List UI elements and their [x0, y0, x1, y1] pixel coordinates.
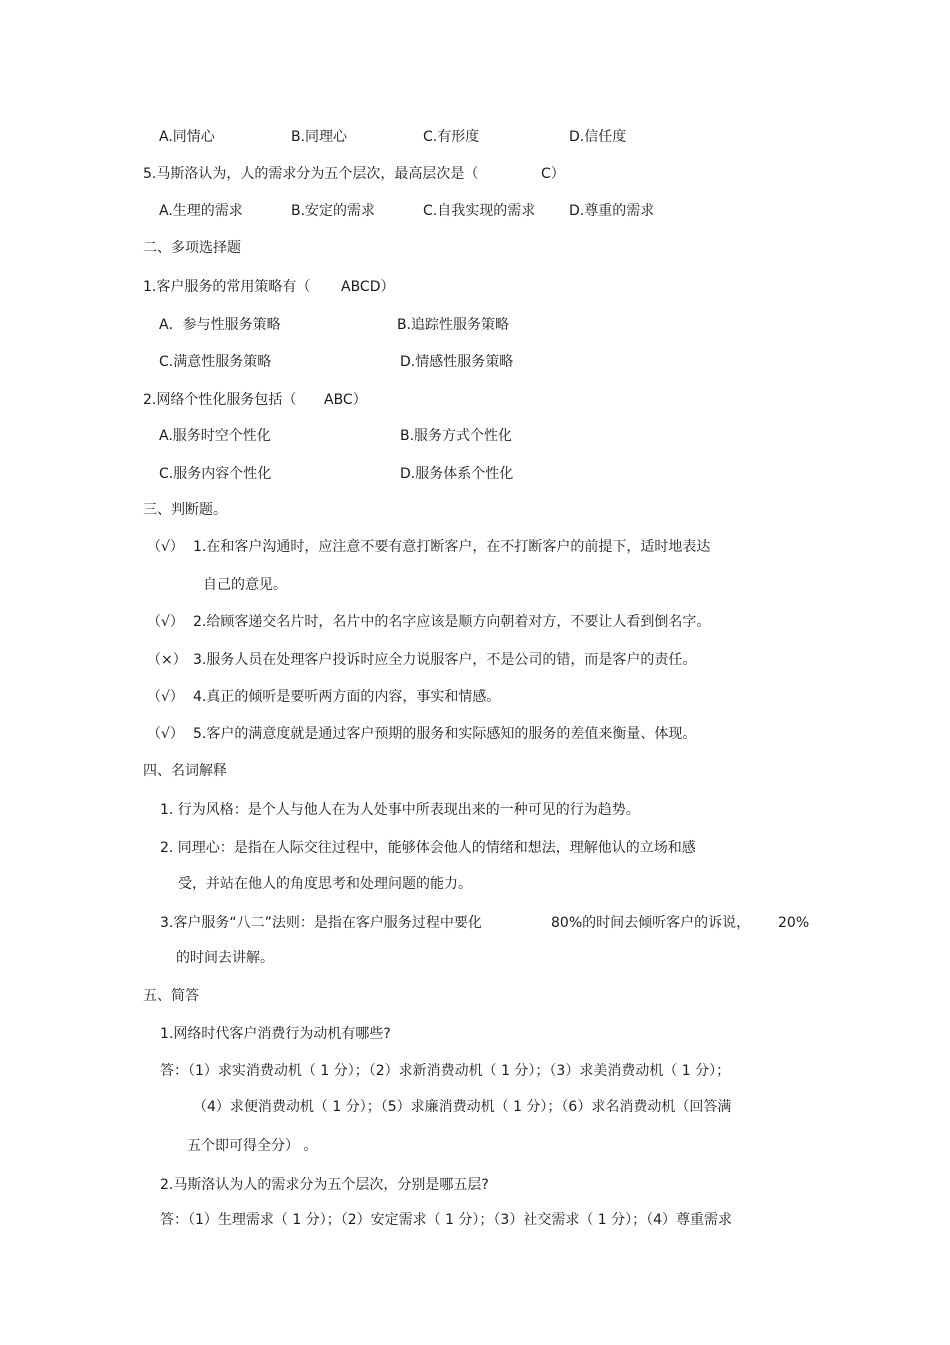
judgement-mark: （√） — [147, 726, 184, 742]
short-a1-line2: （4）求便消费动机（ 1 分）；（5）求廉消费动机（ 1 分）；（6）求名消费动机（回答满 — [193, 1099, 732, 1115]
judgement-text: 1.在和客户沟通时，应注意不要有意打断客户，在不打断客户的前提下，适时地表达 — [193, 539, 711, 555]
section4-title: 四、名词解释 — [143, 763, 227, 779]
s2-q2-answer: ABC） — [324, 392, 367, 408]
term-3-part-b: 80%的时间去倾听客户的诉说， — [551, 915, 751, 931]
s2-q1-option-d: D.情感性服务策略 — [400, 354, 514, 370]
q4-option-a: A.同情心 — [159, 129, 215, 145]
term-3-cont: 的时间去讲解。 — [176, 950, 274, 966]
q5-stem: 5.马斯洛认为，人的需求分为五个层次，最高层次是（ — [143, 166, 479, 182]
judgement-text-cont: 自己的意见。 — [203, 577, 287, 593]
q5-option-a: A.生理的需求 — [159, 203, 243, 219]
s2-q2-option-b: B.服务方式个性化 — [400, 428, 513, 444]
term-3-part-a: 3.客户服务“八二”法则：是指在客户服务过程中要化 — [160, 915, 482, 931]
s2-q2-option-c: C.服务内容个性化 — [159, 466, 272, 482]
s2-q1-option-a: A．参与性服务策略 — [159, 317, 281, 333]
term-3-part-c: 20% — [778, 915, 810, 931]
q5-option-c: C.自我实现的需求 — [423, 203, 536, 219]
q4-option-c: C.有形度 — [423, 129, 480, 145]
judgement-mark: （√） — [147, 614, 184, 630]
s2-q2-option-a: A.服务时空个性化 — [159, 428, 271, 444]
short-a1-line3: 五个即可得全分） 。 — [187, 1138, 318, 1154]
judgement-text: 3.服务人员在处理客户投诉时应全力说服客户，不是公司的错，而是客户的责任。 — [193, 652, 697, 668]
s2-q1-option-c: C.满意性服务策略 — [159, 354, 272, 370]
term-1: 1. 行为风格：是个人与他人在为人处事中所表现出来的一种可见的行为趋势。 — [160, 802, 640, 818]
s2-q1-answer: ABCD） — [341, 279, 395, 295]
section3-title: 三、判断题。 — [143, 502, 227, 518]
judgement-mark: （√） — [147, 539, 184, 555]
q5-option-b: B.安定的需求 — [291, 203, 376, 219]
judgement-text: 4.真正的倾听是要听两方面的内容，事实和情感。 — [193, 689, 501, 705]
q4-option-b: B.同理心 — [291, 129, 348, 145]
short-q1: 1.网络时代客户消费行为动机有哪些? — [160, 1026, 391, 1042]
s2-q1-stem: 1.客户服务的常用策略有（ — [143, 279, 311, 295]
q4-option-d: D.信任度 — [569, 129, 627, 145]
short-a2-line1: 答：（1）生理需求（ 1 分）；（2）安定需求（ 1 分）；（3）社交需求（ 1 分）；（4）尊重需求 — [160, 1212, 733, 1228]
s2-q1-option-b: B.追踪性服务策略 — [397, 317, 510, 333]
s2-q2-option-d: D.服务体系个性化 — [400, 466, 514, 482]
short-a1-line1: 答：（1）求实消费动机（ 1 分）；（2）求新消费动机（ 1 分）；（3）求美消费动机（ 1 分）； — [160, 1063, 731, 1079]
judgement-text: 2.给顾客递交名片时，名片中的名字应该是顺方向朝着对方，不要让人看到倒名字。 — [193, 614, 711, 630]
s2-q2-stem: 2.网络个性化服务包括（ — [143, 392, 297, 408]
term-2-cont: 受，并站在他人的角度思考和处理问题的能力。 — [178, 876, 472, 892]
short-q2: 2.马斯洛认为人的需求分为五个层次，分别是哪五层? — [160, 1177, 489, 1193]
section2-title: 二、多项选择题 — [143, 240, 241, 256]
judgement-mark: （×） — [147, 652, 187, 668]
q5-answer: C） — [541, 166, 565, 182]
term-2: 2. 同理心：是指在人际交往过程中，能够体会他人的情绪和想法，理解他认的立场和感 — [160, 840, 696, 856]
judgement-text: 5.客户的满意度就是通过客户预期的服务和实际感知的服务的差值来衡量、体现。 — [193, 726, 697, 742]
judgement-mark: （√） — [147, 689, 184, 705]
section5-title: 五、简答 — [143, 988, 199, 1004]
q5-option-d: D.尊重的需求 — [569, 203, 655, 219]
